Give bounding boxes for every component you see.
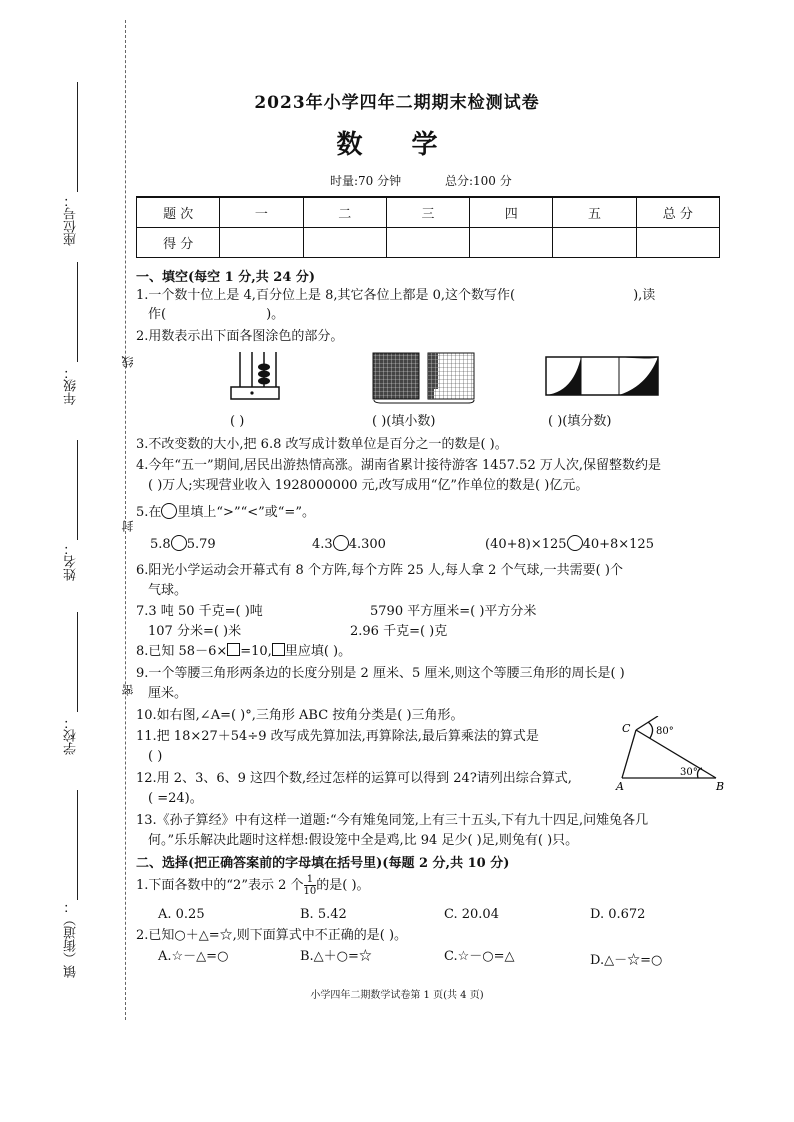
section1-heading: 一、填空(每空 1 分,共 24 分) <box>136 270 316 285</box>
q5-item-3 <box>485 535 654 554</box>
s2-question-1 <box>136 874 370 897</box>
question-5 <box>136 503 315 522</box>
score-input-cell[interactable] <box>303 228 386 258</box>
q5-item3-right: 40+8×125 <box>582 537 654 552</box>
s2q1-option-a[interactable]: A. 0.25 <box>158 907 205 922</box>
subject-title: 数 学 <box>336 130 458 160</box>
q5-item-2 <box>312 535 386 554</box>
vertex-a-label: A <box>616 780 624 792</box>
q5-item3-left: (40+8)×125 <box>485 537 567 552</box>
score-table <box>136 196 720 258</box>
town-label: 镇（街道）： <box>64 900 79 978</box>
square-icon <box>272 643 285 656</box>
question-6-line1: 6.阳光小学运动会开幕式有 8 个方阵,每个方阵 25 人,每人拿 2 个气球,一共需要( )个 <box>136 563 623 578</box>
name-line <box>77 440 78 540</box>
score-value-row <box>137 228 720 258</box>
score-input-cell[interactable] <box>470 228 553 258</box>
question-7-c: 107 分米=( )米 <box>148 624 242 639</box>
question-1-line2 <box>148 306 284 324</box>
fraction-denominator: 10 <box>303 886 317 897</box>
score-head-cell: 三 <box>386 197 469 228</box>
q1-text-b: ),读 <box>633 288 656 303</box>
q2-fig3-answer: ( )(填分数) <box>548 414 612 429</box>
shaded-rect-figure <box>545 356 661 398</box>
s2q1-option-c[interactable]: C. 20.04 <box>444 907 499 922</box>
s2q1-text-a: 1.下面各数中的“2”表示 2 个 <box>136 878 304 893</box>
question-1-line1 <box>136 287 655 305</box>
q8-text-c: 里应填( )。 <box>284 644 352 659</box>
fold-word-feng: 封 <box>121 520 135 532</box>
angle-c-label: 80° <box>656 726 674 737</box>
question-7-b: 5790 平方厘米=( )平方分米 <box>370 604 537 619</box>
question-6-line2: 气球。 <box>148 583 188 598</box>
exam-title: 2023年小学四年二期期末检测试卷 <box>254 93 540 113</box>
compare-circle-1[interactable] <box>171 535 187 551</box>
score-head-cell: 四 <box>470 197 553 228</box>
town-line <box>77 790 78 900</box>
page-footer: 小学四年二期数学试卷第 1 页(共 4 页) <box>310 990 484 1001</box>
circle-icon <box>161 503 177 519</box>
s2q2-option-a[interactable]: A.☆－△=○ <box>158 949 229 964</box>
name-label: 姓名： <box>64 542 79 581</box>
q5-text-b: 里填上“>”“<”或“=”。 <box>177 505 315 520</box>
q5-item2-left: 4.3 <box>312 537 333 552</box>
score-head-cell: 题 次 <box>137 197 220 228</box>
total-score: 总分:100 分 <box>444 174 512 188</box>
s2q2-option-d[interactable]: D.△－☆=○ <box>590 953 663 968</box>
score-head-cell: 总 分 <box>636 197 719 228</box>
q8-text-b: =10, <box>240 644 272 659</box>
question-11-line1: 11.把 18×27＋54÷9 改写成先算加法,再算除法,最后算乘法的算式是 <box>136 729 539 744</box>
s2q1-text-b: 的是( )。 <box>316 878 370 893</box>
s2-question-2: 2.已知○＋△=☆,则下面算式中不正确的是( )。 <box>136 928 408 943</box>
q5-item1-right: 5.79 <box>186 537 216 552</box>
vertex-b-label: B <box>716 780 725 792</box>
fold-word-xian: 线 <box>121 356 135 368</box>
school-line <box>77 612 78 712</box>
question-9-line2: 厘米。 <box>148 686 188 701</box>
score-input-cell[interactable] <box>220 228 303 258</box>
question-12-line1: 12.用 2、3、6、9 这四个数,经过怎样的运算可以得到 24?请列出综合算式, <box>136 771 572 786</box>
fraction-one-tenth <box>304 874 317 897</box>
question-4-line2: ( )万人;实现营业收入 1928000000 元,改写成用“亿”作单位的数是( )亿元。 <box>148 478 589 493</box>
score-label-cell: 得 分 <box>137 228 220 258</box>
q5-item-1 <box>150 535 216 554</box>
q1-text-a: 1.一个数十位上是 4,百分位上是 8,其它各位上都是 0,这个数写作( <box>136 288 516 303</box>
abacus-figure <box>226 347 286 407</box>
question-11-line2: ( ) <box>148 749 163 764</box>
score-head-cell: 五 <box>553 197 636 228</box>
score-header-row <box>137 197 720 228</box>
vertex-c-label: C <box>622 722 631 735</box>
question-7-d: 2.96 千克=( )克 <box>350 624 448 639</box>
angle-b-label: 30° <box>680 767 698 778</box>
question-2: 2.用数表示出下面各图涂色的部分。 <box>136 329 344 344</box>
q1-text-d: )。 <box>266 307 285 322</box>
q1-text-c: 作( <box>148 307 167 322</box>
question-4-line1: 4.今年“五一”期间,居民出游热情高涨。湖南省累计接待游客 1457.52 万人次,保留整数约是 <box>136 458 661 473</box>
q5-item1-left: 5.8 <box>150 537 171 552</box>
score-input-cell[interactable] <box>553 228 636 258</box>
s2q1-option-d[interactable]: D. 0.672 <box>590 907 646 922</box>
s2q2-option-b[interactable]: B.△＋○=☆ <box>300 949 372 964</box>
q2-fig1-answer: ( ) <box>230 414 245 429</box>
score-head-cell: 二 <box>303 197 386 228</box>
q2-fig2-answer: ( )(填小数) <box>372 414 436 429</box>
compare-circle-2[interactable] <box>333 535 349 551</box>
question-9-line1: 9.一个等腰三角形两条边的长度分别是 2 厘米、5 厘米,则这个等腰三角形的周长是( ) <box>136 666 625 681</box>
section2-heading: 二、选择(把正确答案前的字母填在括号里)(每题 2 分,共 10 分) <box>136 856 510 871</box>
compare-circle-3[interactable] <box>567 535 583 551</box>
question-10: 10.如右图,∠A=( )°,三角形 ABC 按角分类是( )三角形。 <box>136 708 464 723</box>
score-input-cell[interactable] <box>386 228 469 258</box>
score-head-cell: 一 <box>220 197 303 228</box>
s2q1-option-b[interactable]: B. 5.42 <box>300 907 347 922</box>
q8-text-a: 8.已知 58－6× <box>136 644 228 659</box>
school-label: 学校： <box>64 716 79 755</box>
grid-figure <box>372 352 482 404</box>
score-input-cell[interactable] <box>636 228 719 258</box>
q5-text-a: 5.在 <box>136 505 162 520</box>
exam-meta <box>330 172 552 189</box>
q5-item2-right: 4.300 <box>348 537 386 552</box>
question-3: 3.不改变数的大小,把 6.8 改写成计数单位是百分之一的数是( )。 <box>136 437 508 452</box>
s2q2-option-c[interactable]: C.☆－○=△ <box>444 949 515 964</box>
fold-word-mi: 密 <box>121 684 135 696</box>
square-icon <box>227 643 240 656</box>
question-8 <box>136 643 351 661</box>
question-13-line1: 13.《孙子算经》中有这样一道题:“今有雉兔同笼,上有三十五头,下有九十四足,问雉兔各几 <box>136 813 649 828</box>
question-7-a: 7.3 吨 50 千克=( )吨 <box>136 604 263 619</box>
grade-label: 年级： <box>64 366 79 405</box>
time-limit: 时量:70 分钟 <box>330 174 402 188</box>
question-13-line2: 何。”乐乐解决此题时这样想:假设笼中全是鸡,比 94 足少( )足,则兔有( )只。 <box>148 833 579 848</box>
triangle-figure <box>612 716 732 792</box>
question-12-line2: ( =24)。 <box>148 791 203 806</box>
seat-label: 座位号： <box>64 194 79 246</box>
grade-line <box>77 262 78 362</box>
fraction-numerator: 1 <box>304 874 317 886</box>
